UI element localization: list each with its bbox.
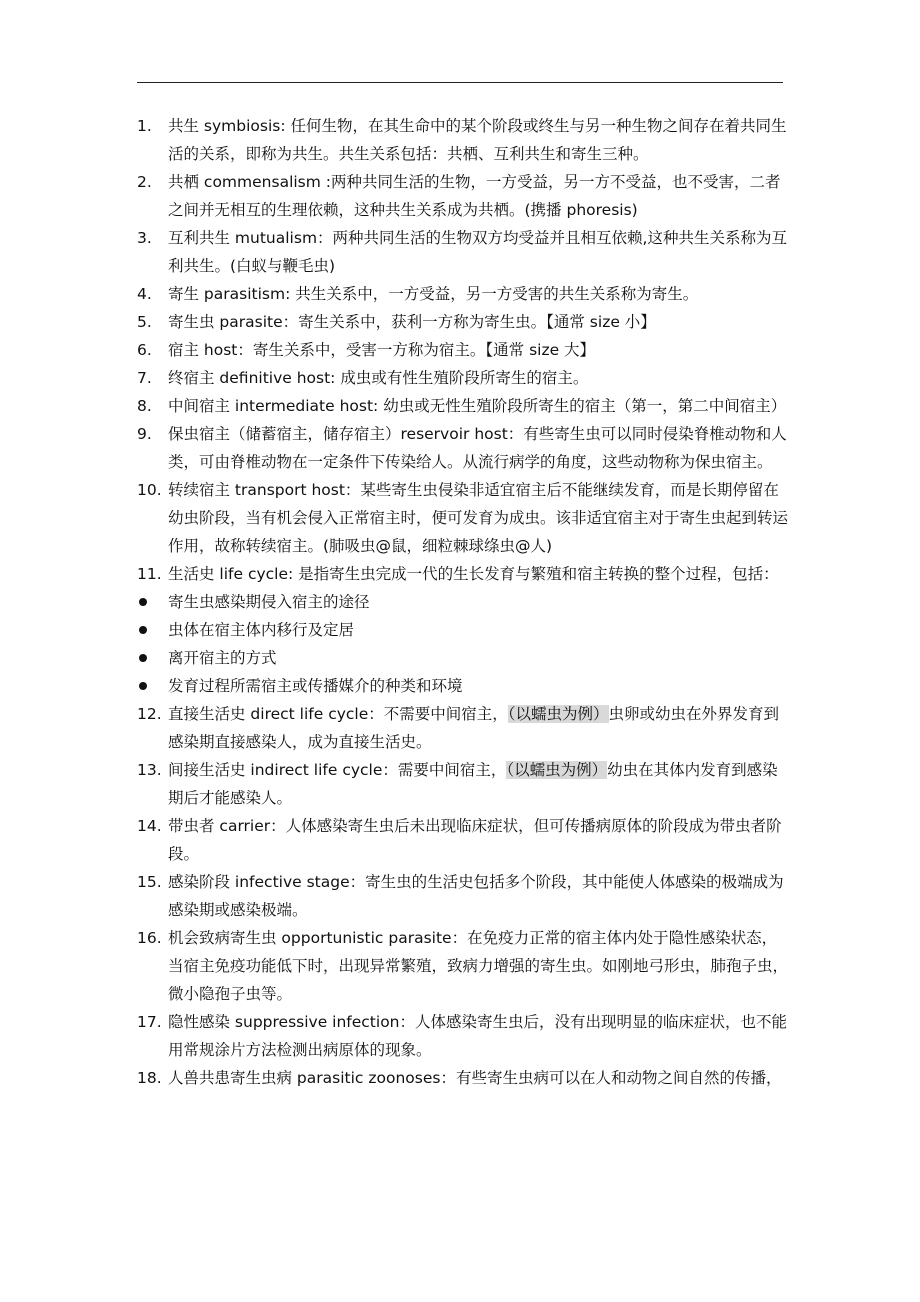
item-number: 9. xyxy=(137,425,152,443)
item-number: 12. xyxy=(137,705,162,723)
list-item xyxy=(137,364,789,392)
item-text: 共栖 commensalism :两种共同生活的生物，一方受益，另一方不受益，也不受害，二者之间并无相互的生理依赖，这种共生关系成为共栖。(携播 phoresis) xyxy=(168,173,781,219)
item-number: 5. xyxy=(137,313,152,331)
item-number: 2. xyxy=(137,173,152,191)
list-item xyxy=(137,1064,789,1092)
item-text: 互利共生 mutualism：两种共同生活的生物双方均受益并且相互依赖,这种共生关系称为互利共生。(白蚁与鞭毛虫) xyxy=(168,229,787,275)
item-number: 1. xyxy=(137,117,152,135)
item-text: 终宿主 definitive host: 成虫或有性生殖阶段所寄生的宿主。 xyxy=(168,369,589,387)
item-number: 8. xyxy=(137,397,152,415)
item-text: 人兽共患寄生虫病 parasitic zoonoses：有些寄生虫病可以在人和动物之间自然的传播， xyxy=(168,1069,782,1087)
item-number: 3. xyxy=(137,229,152,247)
item-text: 间接生活史 indirect life cycle：需要中间宿主，（以蠕虫为例）幼虫在其体内发育到感染期后才能感染人。 xyxy=(168,761,778,807)
item-number: 17. xyxy=(137,1013,162,1031)
item-text: 寄生 parasitism: 共生关系中，一方受益，另一方受害的共生关系称为寄生。 xyxy=(168,285,699,303)
item-number: 6. xyxy=(137,341,152,359)
item-text: 转续宿主 transport host：某些寄生虫侵染非适宜宿主后不能继续发育，而是长期停留在幼虫阶段，当有机会侵入正常宿主时，便可发育为成虫。该非适宜宿主对于寄生虫起到转运作用，故称转续宿主。(肺吸虫@鼠，细粒棘球绦虫@人) xyxy=(168,481,789,555)
item-text: 保虫宿主（储蓄宿主，储存宿主）reservoir host：有些寄生虫可以同时侵染脊椎动物和人类，可由脊椎动物在一定条件下传染给人。从流行病学的角度，这些动物称为保虫宿主。 xyxy=(168,425,787,471)
list-item xyxy=(137,392,789,420)
list-item xyxy=(137,812,789,868)
list-item xyxy=(137,1008,789,1064)
life-cycle-bullets xyxy=(137,588,789,700)
glossary-list xyxy=(137,112,789,1092)
item-number: 11. xyxy=(137,565,162,583)
list-item xyxy=(137,224,789,280)
item-number: 15. xyxy=(137,873,162,891)
bullet-dot-icon xyxy=(139,598,147,606)
list-item xyxy=(137,700,789,756)
list-item xyxy=(137,560,789,588)
item-text: 机会致病寄生虫 opportunistic parasite：在免疫力正常的宿主体内处于隐性感染状态，当宿主免疫功能低下时，出现异常繁殖，致病力增强的寄生虫。如刚地弓形虫，肺孢子虫，微小隐孢子虫等。 xyxy=(168,929,789,1003)
item-number: 4. xyxy=(137,285,152,303)
item-text: 隐性感染 suppressive infection：人体感染寄生虫后，没有出现明显的临床症状，也不能用常规涂片方法检测出病原体的现象。 xyxy=(168,1013,788,1059)
highlighted-note: （以蠕虫为例） xyxy=(506,761,608,779)
bullet-dot-icon xyxy=(139,654,147,662)
item-text: 感染阶段 infective stage：寄生虫的生活史包括多个阶段，其中能使人体感染的极端成为感染期或感染极端。 xyxy=(168,873,784,919)
life-cycle-bullets-container xyxy=(137,588,789,700)
list-item xyxy=(137,336,789,364)
header-rule xyxy=(137,82,783,83)
list-item xyxy=(137,476,789,560)
highlighted-note: （以蠕虫为例） xyxy=(507,705,609,723)
item-number: 10. xyxy=(137,481,162,499)
list-item xyxy=(137,924,789,1008)
list-item xyxy=(137,112,789,168)
bullet-item: 离开宿主的方式 xyxy=(137,644,789,672)
list-item xyxy=(137,308,789,336)
item-number: 16. xyxy=(137,929,162,947)
list-item xyxy=(137,756,789,812)
bullet-dot-icon xyxy=(139,682,147,690)
item-text: 中间宿主 intermediate host: 幼虫或无性生殖阶段所寄生的宿主（第一，第二中间宿主） xyxy=(168,397,787,415)
bullet-item: 寄生虫感染期侵入宿主的途径 xyxy=(137,588,789,616)
bullet-item: 发育过程所需宿主或传播媒介的种类和环境 xyxy=(137,672,789,700)
item-text: 带虫者 carrier：人体感染寄生虫后未出现临床症状，但可传播病原体的阶段成为带虫者阶段。 xyxy=(168,817,782,863)
bullet-dot-icon xyxy=(139,626,147,634)
bullet-item: 虫体在宿主体内移行及定居 xyxy=(137,616,789,644)
item-number: 7. xyxy=(137,369,152,387)
item-text: 共生 symbiosis: 任何生物，在其生命中的某个阶段或终生与另一种生物之间存在着共同生活的关系，即称为共生。共生关系包括：共栖、互利共生和寄生三种。 xyxy=(168,117,787,163)
list-item xyxy=(137,868,789,924)
list-item xyxy=(137,280,789,308)
item-text: 宿主 host：寄生关系中，受害一方称为宿主。【通常 size 大】 xyxy=(168,341,596,359)
item-number: 13. xyxy=(137,761,162,779)
list-item xyxy=(137,420,789,476)
item-text: 生活史 life cycle: 是指寄生虫完成一代的生长发育与繁殖和宿主转换的整个过程，包括： xyxy=(168,565,779,583)
list-item xyxy=(137,168,789,224)
item-text: 寄生虫 parasite：寄生关系中，获利一方称为寄生虫。【通常 size 小】 xyxy=(168,313,656,331)
item-number: 18. xyxy=(137,1069,162,1087)
item-number: 14. xyxy=(137,817,162,835)
item-text: 直接生活史 direct life cycle：不需要中间宿主，（以蠕虫为例）虫卵或幼虫在外界发育到感染期直接感染人，成为直接生活史。 xyxy=(168,705,780,751)
